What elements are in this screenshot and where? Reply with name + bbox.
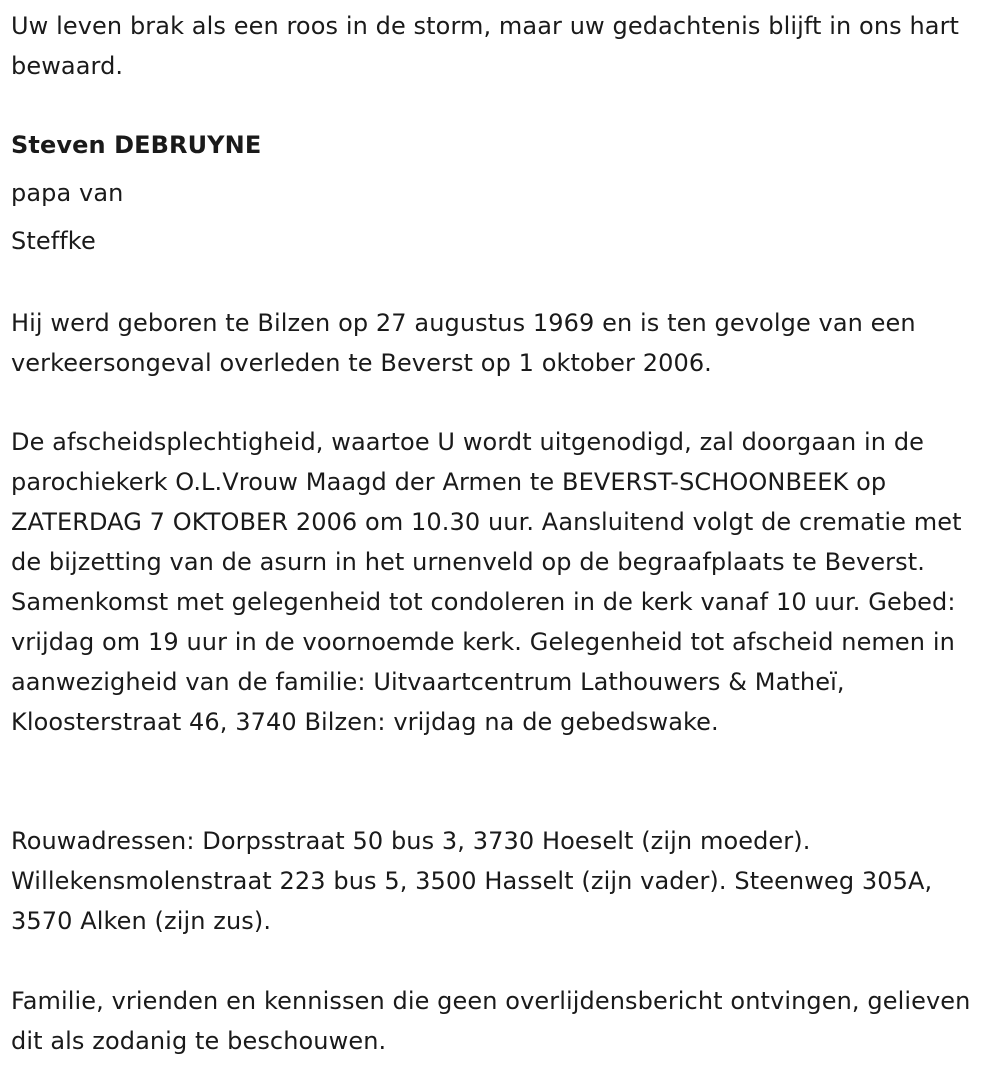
funeral-details-paragraph: De afscheidsplechtigheid, waartoe U wordt uitgenodigd, zal doorgaan in de parochiekerk O.L.Vrouw Maagd der Armen te BEVERST-SCHOONBEEK op ZATERDAG 7 OKTOBER 2006 om 10.30 uur. Aansluitend volgt de crematie met de bijzetting van de asurn in het urnenveld op de begraafplaats te Beverst. Samenkomst met gelegenheid tot condoleren in de kerk vanaf 10 uur. Gebed: vrijdag om 19 uur in de voornoemde kerk. Gelegenheid tot afscheid nemen in aanwezigheid van de familie: Uitvaartcentrum Lathouwers & Matheï, Kloosterstraat 46, 3740 Bilzen: vrijdag na de gebedswake. [11, 428, 962, 736]
condolence-addresses-paragraph: Rouwadressen: Dorpsstraat 50 bus 3, 3730 Hoeselt (zijn moeder). Willekensmolenstraat 223 bus 5, 3500 Hasselt (zijn vader). Steenweg 305A, 3570 Alken (zijn zus). [11, 827, 933, 935]
memorial-quote: Uw leven brak als een roos in de storm, maar uw gedachtenis blijft in ons hart bewaard. [11, 12, 960, 80]
relation-label: papa van [11, 179, 124, 207]
deceased-name: Steven DEBRUYNE [11, 131, 262, 159]
birth-death-paragraph: Hij werd geboren te Bilzen op 27 augustus 1969 en is ten gevolge van een verkeersongeval overleden te Beverst op 1 oktober 2006. [11, 309, 916, 377]
child-name: Steffke [11, 227, 96, 255]
closing-paragraph: Familie, vrienden en kennissen die geen overlijdensbericht ontvingen, gelieven dit als zodanig te beschouwen. [11, 987, 971, 1055]
